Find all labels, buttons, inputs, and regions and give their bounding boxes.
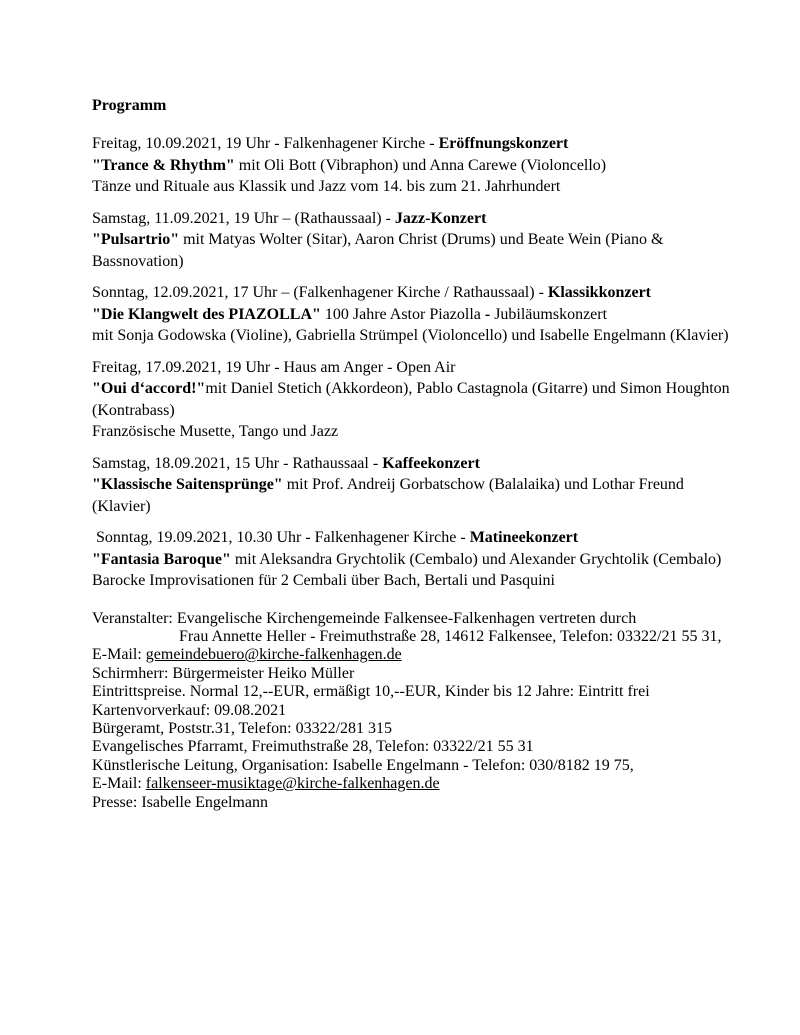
text-line (92, 176, 752, 198)
text-segment: E-Mail: (92, 775, 146, 793)
text-line (92, 378, 752, 400)
text-segment: (Klavier) (92, 497, 151, 515)
text-line (92, 646, 752, 664)
text-segment: Samstag, 18.09.2021, 15 Uhr - Rathaussaal - (92, 454, 383, 472)
text-line (92, 229, 752, 251)
text-segment: mit Oli Bott (Vibraphon) und Anna Carewe (Violoncello) (234, 156, 607, 174)
text-segment: Sonntag, 19.09.2021, 10.30 Uhr - Falkenhagener Kirche - (92, 529, 470, 546)
text-segment: E-Mail: (92, 646, 146, 664)
text-line (92, 496, 752, 518)
text-line (92, 738, 752, 756)
text-segment: Jubiläumskonzert (490, 305, 608, 323)
text-segment: mit Prof. Andreij Gorbatschow (Balalaika) und Lothar Freund (282, 476, 684, 493)
text-line (92, 549, 752, 571)
text-line (92, 453, 752, 475)
text-segment: Sonntag, 12.09.2021, 17 Uhr – (Falkenhagener Kirche / Rathaussaal) - (92, 284, 548, 301)
text-segment: Presse: Isabelle Engelmann (92, 793, 268, 811)
event-block (92, 357, 752, 443)
text-line (92, 720, 752, 738)
email-link[interactable]: gemeindebuero@kirche-falkenhagen.de (145, 646, 402, 664)
text-segment: Französische Musette, Tango und Jazz (92, 423, 339, 440)
text-line (92, 208, 752, 230)
program-events (92, 133, 752, 592)
text-segment: Veranstalter: Evangelische Kirchengemeinde Falkensee-Falkenhagen vertreten durch (92, 609, 637, 627)
text-segment: Samstag, 11.09.2021, 19 Uhr – (Rathaussaal) - (92, 209, 395, 227)
text-segment: Jazz-Konzert (394, 209, 487, 227)
text-line (92, 304, 752, 326)
text-segment: Schirmherr: Bürgermeister Heiko Müller (92, 664, 355, 682)
text-line (92, 251, 752, 273)
document-page (92, 95, 752, 812)
text-line (92, 775, 752, 793)
text-segment: Kaffeekonzert (382, 454, 480, 472)
text-segment: Barocke Improvisationen für 2 Cembali über Bach, Bertali und Pasquini (92, 572, 555, 589)
text-segment: Klassikkonzert (547, 284, 652, 301)
event-block (92, 133, 752, 198)
text-segment: Evangelisches Pfarramt, Freimuthstraße 28, Telefon: 03322/21 55 31 (92, 738, 534, 756)
text-segment: Eröffnungskonzert (438, 135, 569, 152)
text-segment: mit Aleksandra Grychtolik (Cembalo) und Alexander Grychtolik (Cembalo) (230, 550, 722, 568)
text-segment: Bassnovation) (92, 252, 184, 270)
text-segment: (Kontrabass) (92, 401, 175, 419)
text-segment: "Fantasia Baroque" (92, 550, 231, 568)
text-line (92, 702, 752, 720)
text-line (92, 683, 752, 701)
text-segment: Freitag, 17.09.2021, 19 Uhr - Haus am Anger - Open Air (92, 358, 456, 376)
text-line (92, 282, 752, 304)
text-segment: mit Sonja Godowska (Violine), Gabriella Strümpel (Violoncello) und Isabelle Engelmann (Klavier) (92, 327, 729, 344)
text-segment: 100 Jahre Astor Piazolla (320, 305, 485, 323)
text-segment: "Trance & Rhythm" (92, 156, 235, 174)
text-line (92, 570, 752, 592)
text-line (92, 628, 752, 646)
text-segment: Tänze und Rituale aus Klassik und Jazz vom 14. bis zum 21. Jahrhundert (92, 178, 561, 195)
event-block (92, 208, 752, 273)
event-block (92, 527, 752, 592)
text-segment: mit Daniel Stetich (Akkordeon), Pablo Castagnola (Gitarre) und Simon Houghton (205, 380, 730, 397)
text-line (92, 155, 752, 177)
text-segment: Eintrittspreise. Normal 12,--EUR, ermäßigt 10,--EUR, Kinder bis 12 Jahre: Eintritt frei (92, 683, 650, 701)
text-line (92, 474, 752, 496)
text-segment: "Die Klangwelt des PIAZOLLA" (92, 305, 321, 323)
event-block (92, 453, 752, 518)
text-segment: - (484, 305, 491, 323)
text-line (92, 133, 752, 155)
text-segment: "Pulsartrio" (92, 231, 180, 248)
text-segment: Freitag, 10.09.2021, 19 Uhr - Falkenhagener Kirche - (92, 135, 439, 152)
text-segment: "Klassische Saitensprünge" (92, 476, 283, 493)
text-segment: Matineekonzert (469, 529, 579, 546)
text-segment: Künstlerische Leitung, Organisation: Isabelle Engelmann - Telefon: 030/8182 19 75, (92, 756, 634, 774)
event-block (92, 282, 752, 347)
text-segment: "Oui d‘accord!" (92, 380, 206, 397)
text-segment: Frau Annette Heller - Freimuthstraße 28, 14612 Falkensee, Telefon: 03322/21 55 31, (179, 627, 722, 645)
text-segment: Kartenvorverkauf: 09.08.2021 (92, 701, 287, 719)
email-link[interactable]: falkenseer-musiktage@kirche-falkenhagen.de (145, 775, 440, 793)
text-segment: Bürgeramt, Poststr.31, Telefon: 03322/281 315 (92, 719, 393, 737)
text-line (92, 757, 752, 775)
text-line (92, 665, 752, 683)
contact-info (92, 610, 752, 812)
page-title: Programm (92, 97, 167, 114)
text-line (92, 400, 752, 422)
text-line (92, 610, 752, 628)
text-line (92, 794, 752, 812)
text-line (92, 325, 752, 347)
text-line (92, 357, 752, 379)
text-line (92, 527, 752, 549)
text-line (92, 421, 752, 443)
text-segment: mit Matyas Wolter (Sitar), Aaron Christ (Drums) und Beate Wein (Piano & (179, 231, 664, 248)
